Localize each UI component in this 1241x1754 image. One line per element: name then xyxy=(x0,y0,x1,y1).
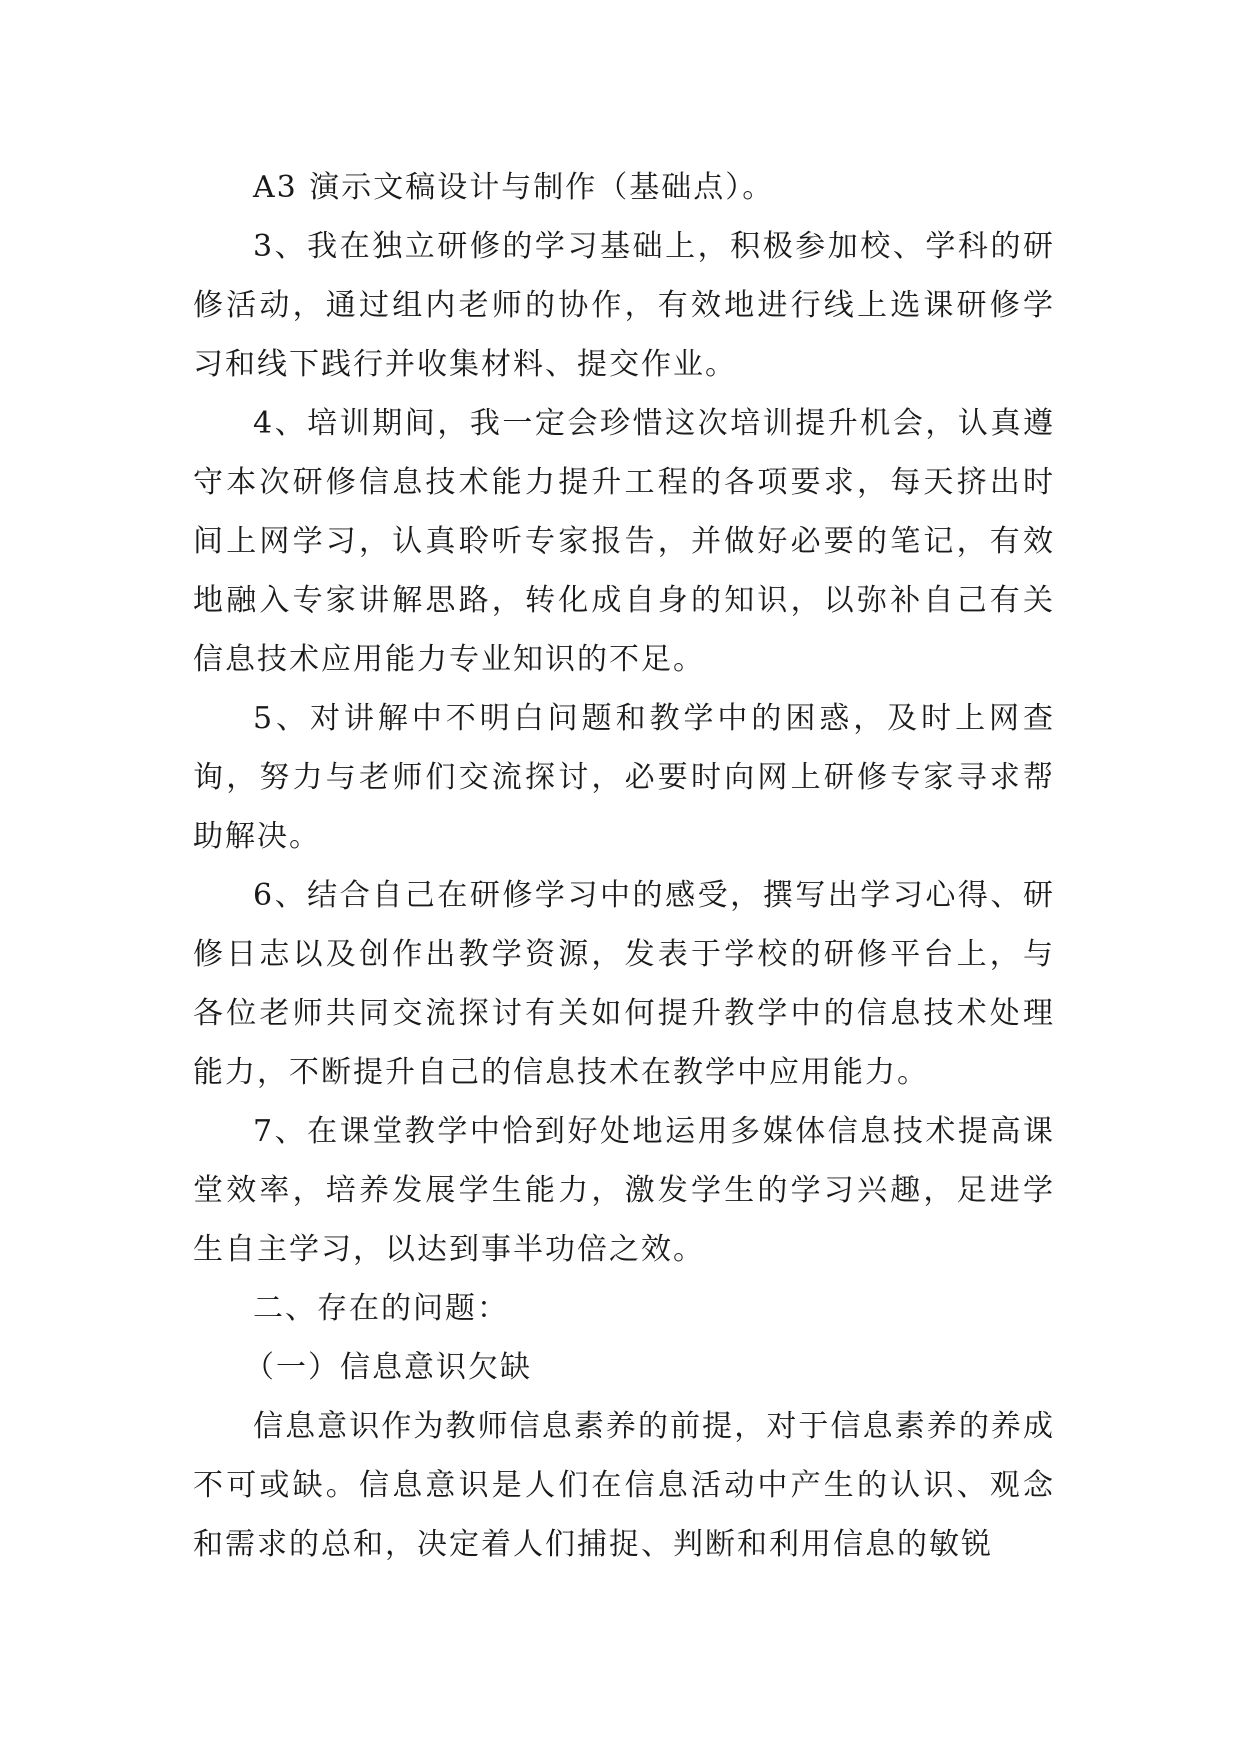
subsection-heading: （一）信息意识欠缺 xyxy=(244,1350,532,1385)
paragraph-info-awareness: 信息意识作为教师信息素养的前提，对于信息素养的养成不可或缺。信息意识是人们在信息活动中产生的认识、观念和需求的总和，决定着人们捕捉、判断和利用信息的敏锐 xyxy=(193,1409,1055,1562)
paragraph-item-6: 6、结合自己在研修学习中的感受，撰写出学习心得、研修日志以及创作出教学资源，发表于学校的研修平台上，与各位老师共同交流探讨有关如何提升教学中的信息技术处理能力，不断提升自己的信息技术在教学中应用能力。 xyxy=(193,878,1055,1090)
paragraph-item-5: 5、对讲解中不明白问题和教学中的困惑，及时上网查询，努力与老师们交流探讨，必要时向网上研修专家寻求帮助解决。 xyxy=(193,701,1055,854)
paragraph-item-4: 4、培训期间，我一定会珍惜这次培训提升机会，认真遵守本次研修信息技术能力提升工程的各项要求，每天挤出时间上网学习，认真聆听专家报告，并做好必要的笔记，有效地融入专家讲解思路，转化成自身的知识，以弥补自己有关信息技术应用能力专业知识的不足。 xyxy=(193,406,1055,677)
paragraph-item-7: 7、在课堂教学中恰到好处地运用多媒体信息技术提高课堂效率，培养发展学生能力，激发学生的学习兴趣，足进学生自主学习，以达到事半功倍之效。 xyxy=(193,1114,1055,1267)
paragraph-item-3: 3、我在独立研修的学习基础上，积极参加校、学科的研修活动，通过组内老师的协作，有效地进行线上选课研修学习和线下践行并收集材料、提交作业。 xyxy=(193,229,1055,382)
section-heading-problems: 二、存在的问题： xyxy=(253,1291,509,1326)
body-text xyxy=(193,158,1055,1574)
paragraph-a3: A3 演示文稿设计与制作（基础点）。 xyxy=(253,170,775,205)
